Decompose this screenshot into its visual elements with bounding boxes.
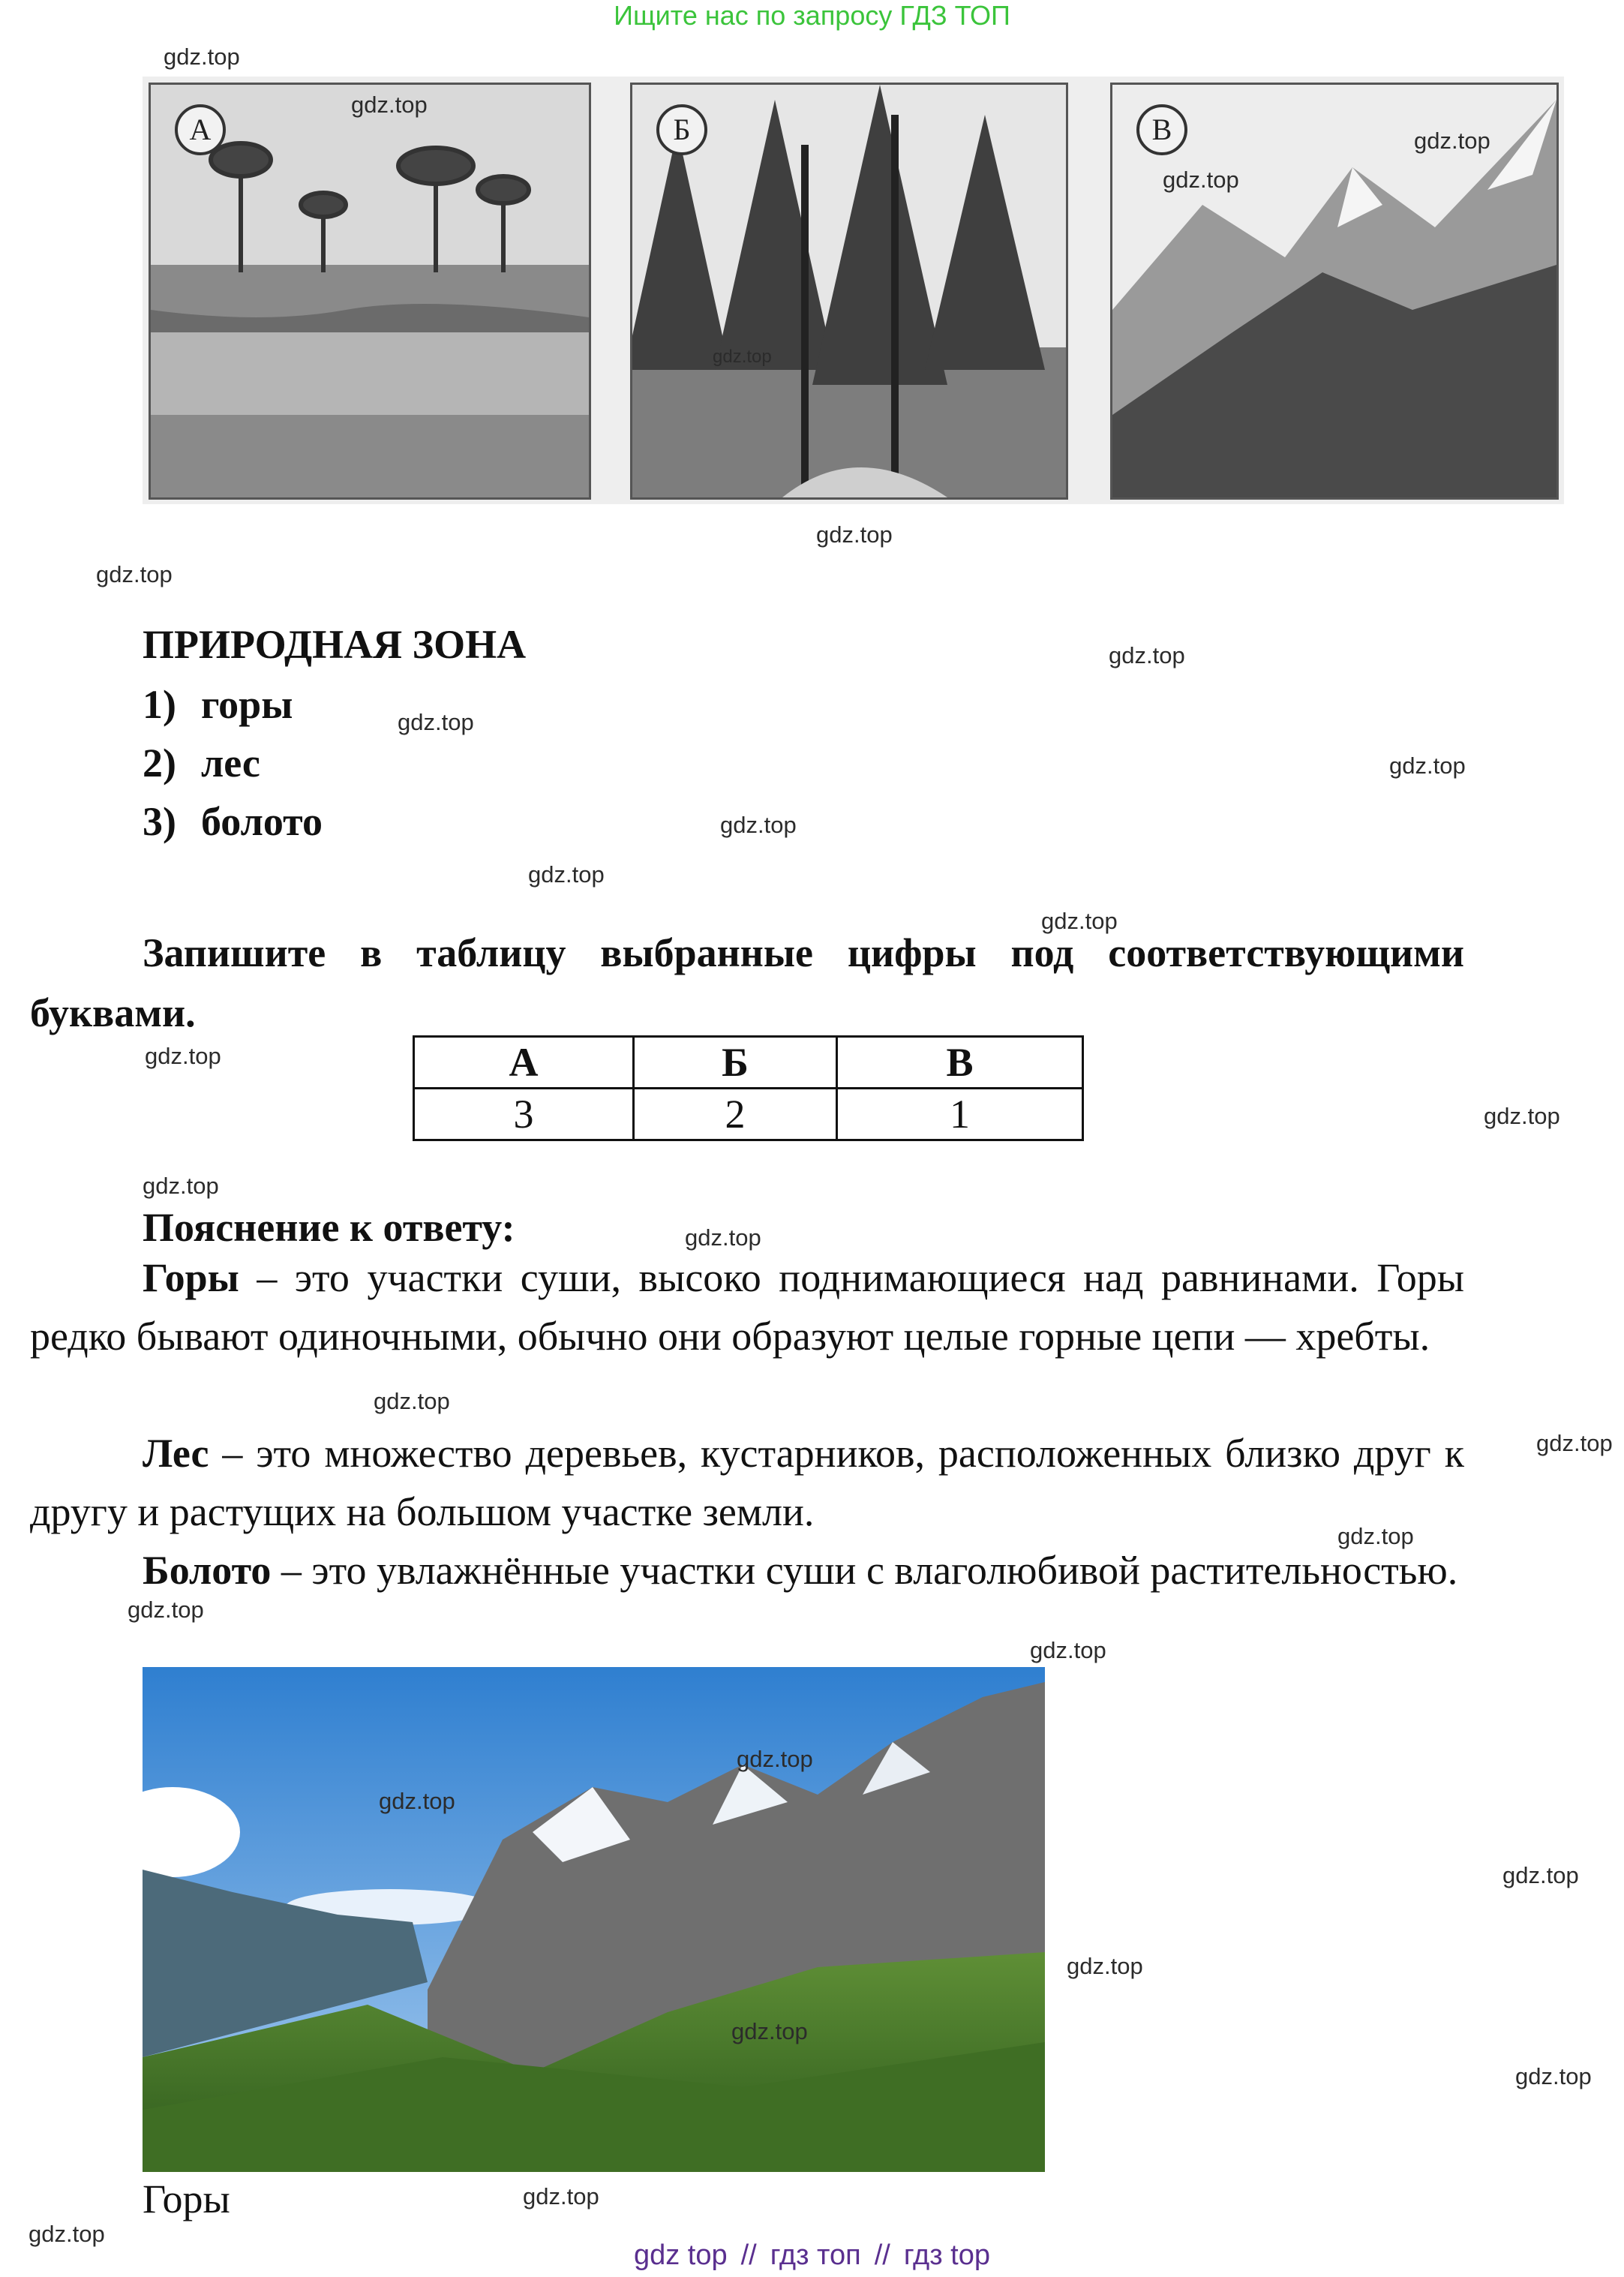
explanation-forest (30, 1424, 1464, 1541)
photo-forest (630, 83, 1068, 500)
watermark: gdz.top (523, 2183, 599, 2209)
watermark: gdz.top (374, 1388, 450, 1414)
definition-mountains: – это участки суши, высоко поднимающиеся над равнинами. Горы редко бывают одиночными, обычно они образуют целые горные цепи — хребты. (30, 1255, 1464, 1359)
term-mountains: Горы (143, 1255, 239, 1300)
term-forest: Лес (143, 1431, 209, 1476)
watermark: gdz.top (720, 812, 797, 838)
answer-header-b: Б (634, 1037, 837, 1089)
option-number: 1) (143, 682, 176, 727)
watermark: gdz.top (398, 709, 474, 735)
option-2 (143, 740, 260, 786)
watermark: gdz.top (528, 861, 605, 888)
explanation-title: Пояснение к ответу: (143, 1205, 515, 1250)
answer-value-b: 2 (634, 1089, 837, 1140)
watermark: gdz.top (128, 1597, 204, 1623)
photo-letter-b: Б (656, 104, 707, 155)
answer-value-a: 3 (414, 1089, 634, 1140)
watermark: gdz.top (145, 1043, 221, 1069)
watermark: gdz.top (816, 521, 893, 548)
option-3 (143, 798, 323, 845)
answer-header-row (414, 1037, 1083, 1089)
option-number: 3) (143, 799, 176, 844)
option-label: горы (201, 682, 293, 727)
watermark: gdz.top (1163, 167, 1239, 193)
watermark: gdz.top (1389, 752, 1466, 779)
photo-swamp (149, 83, 591, 500)
watermark: gdz.top (1536, 1430, 1613, 1456)
instruction-text: Запишите в таблицу выбранные цифры под соответствующими буквами. (30, 930, 1464, 1035)
option-label: лес (201, 740, 260, 786)
answer-value-c: 1 (837, 1089, 1083, 1140)
watermark: gdz.top (1502, 1862, 1579, 1888)
photo-letter-c: В (1136, 104, 1187, 155)
watermark: gdz.top (713, 347, 772, 367)
watermark: gdz.top (685, 1224, 761, 1251)
answer-value-row (414, 1089, 1083, 1140)
watermark: gdz.top (737, 1746, 813, 1772)
watermark: gdz.top (1067, 1953, 1143, 1979)
definition-swamp: – это увлажнённые участки суши с влаголюбивой растительностью. (271, 1548, 1458, 1593)
watermark: gdz.top (1515, 2063, 1592, 2089)
answer-table (413, 1035, 1084, 1141)
option-number: 2) (143, 740, 176, 786)
photo-strip (143, 77, 1564, 504)
footer-links (0, 2239, 1624, 2272)
watermark: gdz.top (1337, 1523, 1414, 1549)
watermark: gdz.top (379, 1788, 455, 1814)
footer-link-1[interactable]: gdz top (633, 2239, 728, 2271)
definition-forest: – это множество деревьев, кустарников, расположенных близко друг к другу и растущих на большом участке земли. (30, 1431, 1464, 1534)
answer-header-c: В (837, 1037, 1083, 1089)
watermark: gdz.top (1414, 128, 1490, 154)
term-swamp: Болото (143, 1548, 272, 1593)
mountain-photo (143, 1667, 1045, 2172)
watermark: gdz.top (29, 2221, 105, 2247)
footer-link-3[interactable]: гдз top (903, 2239, 991, 2271)
option-1 (143, 681, 293, 728)
option-label: болото (201, 799, 323, 844)
answer-header-a: А (414, 1037, 634, 1089)
top-banner[interactable]: Ищите нас по запросу ГДЗ ТОП (614, 0, 1010, 31)
watermark: gdz.top (1109, 642, 1185, 668)
footer-separator: // (740, 2239, 757, 2271)
photo-letter-a: А (175, 104, 226, 155)
watermark: gdz.top (143, 1173, 219, 1199)
watermark: gdz.top (351, 92, 428, 118)
watermark: gdz.top (731, 2018, 808, 2044)
watermark: gdz.top (164, 44, 240, 70)
zone-heading: ПРИРОДНАЯ ЗОНА (143, 622, 527, 667)
watermark: gdz.top (1041, 908, 1118, 934)
explanation-mountains (30, 1248, 1464, 1365)
photo-caption: Горы (143, 2176, 230, 2221)
footer-link-2[interactable]: гдз топ (770, 2239, 861, 2271)
watermark: gdz.top (1030, 1637, 1106, 1663)
watermark: gdz.top (96, 561, 173, 587)
watermark: gdz.top (1484, 1103, 1560, 1129)
photo-mountains (1110, 83, 1559, 500)
explanation-swamp (30, 1541, 1464, 1600)
footer-separator: // (874, 2239, 890, 2271)
